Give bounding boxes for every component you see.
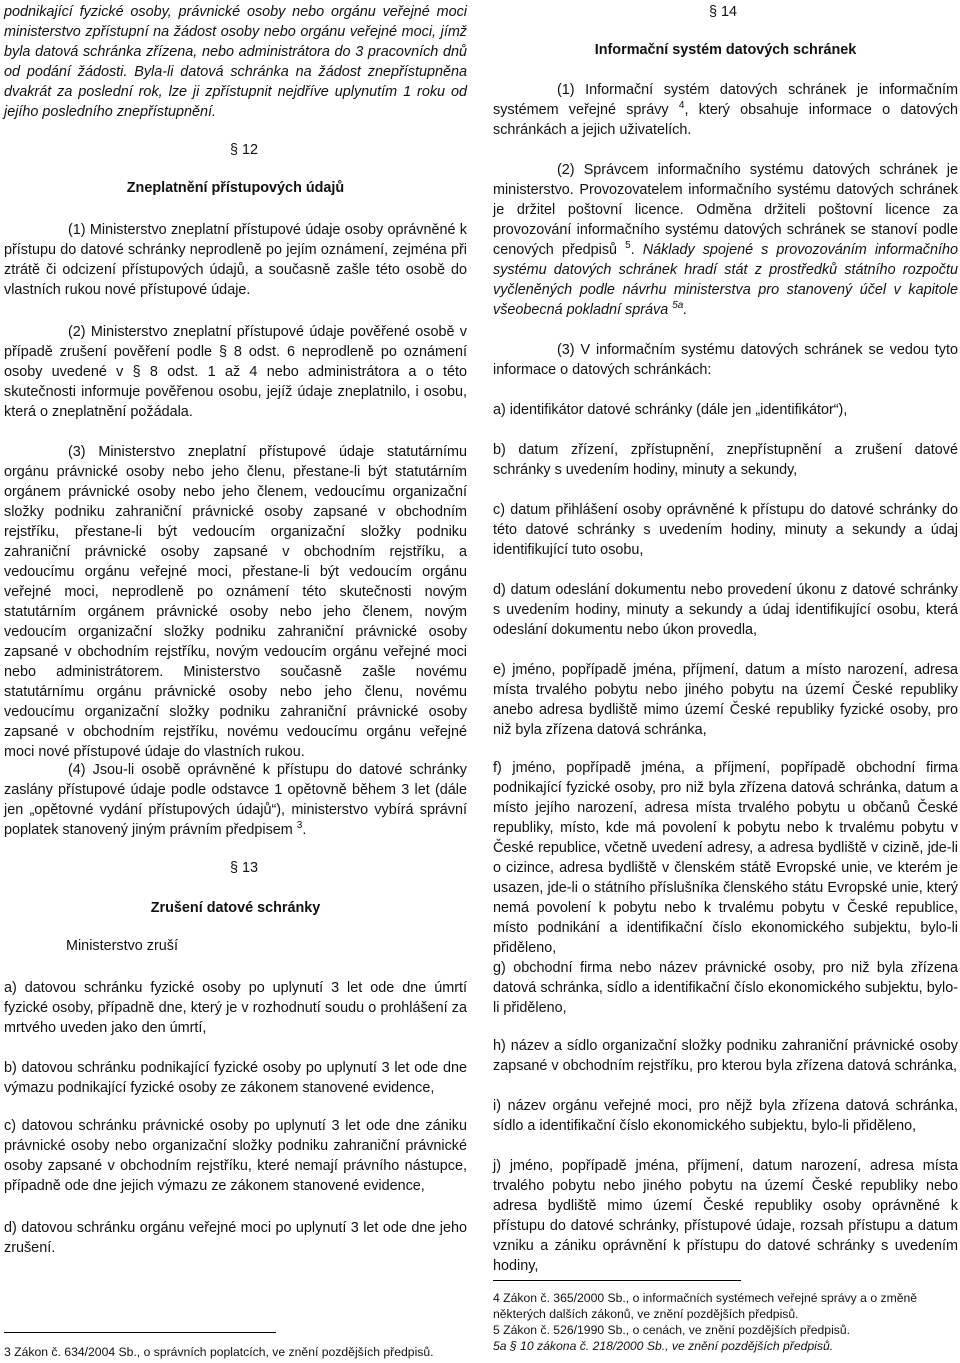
s12-paragraph-3: (3) Ministerstvo zneplatní přístupové údaje statutárnímu orgánu právnické osoby nebo jeho členu, přestane-li být statutárním orgánem právnické osoby nebo jeho členem, vedoucímu organizační složky podniku zahraniční právnické osoby zapsané v obchodním rejstříku, přestane-li být vedoucím organizační složky podniku zahraniční právnické osoby zapsané v obchodním rejstříku, a vedoucímu orgánu veřejné moci, přestane-li být vedoucím orgánu veřejné moci, neprodleně po oznámení této skutečnosti novým statutárním orgánem právnické osoby nebo jeho členem, novým vedoucím organizační složky podniku zahraniční právnické osoby zapsané v obchodním rejstříku, novým vedoucím orgánu veřejné moci nebo administrátorem. Ministerstvo současně zašle novému statutárnímu orgánu právnické osoby nebo jeho členu, novému vedoucímu organizační složky podniku zahraniční právnické osoby zapsané v obchodním rejstříku, novému vedoucímu orgánu veřejné moci nové přístupové údaje do vlastních rukou. — [4, 444, 467, 760]
s14-item-f: f) jméno, popřípadě jména, a příjmení, popřípadě obchodní firma podnikající fyzické osoby, pro niž byla zřízena datová schránka, datum a místo jejího narození, adresa místa trvalého pobytu u občanů České republiky, místo, kde má povolení k pobytu nebo k trvalému pobytu v České republice, včetně uvedení adresy, a adresa bydliště v cizině, jde-li o cizince, adresa bydliště v členském státě Evropské unie, ve kterém je usazen, jde-li o státního příslušníka členského státu Evropské unie, který nemá povolení k pobytu nebo k trvalému pobytu v České republice, místo podnikání a identifikační číslo ekonomického subjektu, bylo-li přiděleno, — [493, 760, 958, 956]
s14-p1-end: , který obsahuje informace o datových schránkách a jejich uživatelích. — [493, 102, 959, 138]
s14-item-e: e) jméno, popřípadě jména, příjmení, datum a místo narození, adresa místa trvalého pobytu nebo jiného pobytu na území České republiky anebo adresa bydliště mimo území České republiky fyzické osoby, pro niž byla zřízena datová schránka, — [493, 662, 958, 738]
s14-paragraph-3: (3) V informačním systému datových schránek se vedou tyto informace o datových schránkách: — [493, 342, 958, 378]
s14-item-c: c) datum přihlášení osoby oprávněné k přístupu do datové schránky do této datové schránky s uvedením hodiny, minuty a sekundy a údaj identifikující tuto osobu, — [493, 502, 958, 558]
intro-italic-paragraph — [4, 2, 467, 122]
right-footnote-separator — [493, 1280, 741, 1281]
footnote-5a-text: § 10 zákona č. 218/2000 Sb., ve znění pozdějších předpisů. — [509, 1339, 834, 1353]
footnotes-right — [493, 1290, 958, 1354]
s12-p4-end: . — [302, 822, 307, 838]
footnote-ref-5a: 5a — [672, 300, 684, 312]
section-13-number-text: § 13 — [229, 860, 258, 876]
section-12-title-text: Zneplatnění přístupových údajů — [126, 180, 345, 196]
footnote-5: 5 Zákon č. 526/1990 Sb., o cenách, ve znění pozdějších předpisů. — [493, 1323, 851, 1337]
s12-paragraph-4 — [4, 760, 467, 840]
s13-item-b: b) datovou schránku podnikající fyzické osoby po uplynutí 3 let ode dne výmazu podnikající fyzické osoby ze zákonem stanovené evidence, — [4, 1060, 467, 1096]
s14-item-h: h) název a sídlo organizační složky podniku zahraniční právnické osoby zapsané v obchodním rejstříku, pro kterou byla zřízena datová schránka, — [493, 1038, 958, 1074]
footnote-ref-4: 4 — [678, 100, 685, 112]
section-14-number-text: § 14 — [708, 4, 737, 20]
s14-item-j: j) jméno, popřípadě jména, příjmení, datum narození, adresa místa trvalého pobytu nebo jiného pobytu na území České republiky nebo adresa bydliště mimo území České republiky osoby oprávněné k přístupu do datové schránky, přístupové údaje, rozsah přístupu a datum vzniku a zániku oprávnění k přístupu do datové schránky s uvedením hodiny, — [493, 1158, 958, 1274]
s12-paragraph-1: (1) Ministerstvo zneplatní přístupové údaje osoby oprávněné k přístupu do datové schránky neprodleně po jejím oznámení, zejména při ztrátě či odcizení přístupových údajů, a současně zašle této osobě do vlastních rukou nové přístupové údaje. — [4, 222, 467, 298]
s14-item-g: g) obchodní firma nebo název právnické osoby, pro niž byla zřízena datová schránka, sídlo a identifikační číslo ekonomického subjektu, bylo-li přiděleno, — [493, 960, 958, 1016]
s14-p2-end: . — [683, 302, 688, 318]
s13-lead: Ministerstvo zruší — [66, 938, 178, 954]
section-12-title — [4, 178, 467, 198]
s14-item-a: a) identifikátor datové schránky (dále jen „identifikátor“), — [493, 402, 848, 418]
left-footnote-separator — [4, 1332, 276, 1333]
s14-item-d: d) datum odeslání dokumentu nebo provedení úkonu z datové schránky s uvedením hodiny, minuty a sekundy a údaj identifikující osobu, která odeslání dokumentu nebo úkon provedla, — [493, 582, 958, 638]
intro-text-a: podnikající fyzické osoby, právnické osoby nebo orgánu veřejné moci ministerstvo zpřístupní na žádost osoby nebo orgánu veřejné moci, jímž byla datová schránka zřízena, nebo administrátora do 3 pracovních dnů od podání žádosti. — [4, 4, 467, 80]
s14-p1-text: (1) Informační systém datových schránek je informačním systémem veřejné správy — [493, 82, 958, 118]
s14-item-b: b) datum zřízení, zpřístupnění, znepřístupnění a zrušení datové schránky s uvedením hodiny, minuty a sekundy, — [493, 442, 958, 478]
section-14-number — [698, 2, 748, 22]
s14-paragraph-2 — [493, 160, 958, 320]
s12-paragraph-2: (2) Ministerstvo zneplatní přístupové údaje pověřené osobě v případě zrušení pověření podle § 8 odst. 6 neprodleně po oznámení osoby uvedené v § 8 odst. 1 až 4 nebo administrátora a o této skutečnosti informuje pověřenou osobu, jejíž údaje zneplatnilo, i osobu, která o zneplatnění požádala. — [4, 324, 467, 420]
s14-paragraph-1 — [493, 80, 958, 140]
s14-p2-italic: Náklady spojené s provozováním informačního systému datových schránek hradí stát z prostředků státního rozpočtu vyčleněných podle návrhu ministerstva pro stanovený účel v kapitole všeobecná pokladní správa — [493, 242, 959, 318]
footnote-4: 4 Zákon č. 365/2000 Sb., o informačních systémech veřejné správy a o změně některých dalších zákonů, ve znění pozdějších předpisů. — [493, 1291, 918, 1321]
s13-item-c: c) datovou schránku právnické osoby po uplynutí 3 let ode dne zániku právnické osoby nebo organizační složky podniku zahraniční právnické osoby zapsané v obchodním rejstříku, které nemají právního nástupce, případně ode dne jejich výmazu ze zákonem stanovené evidence, — [4, 1118, 467, 1194]
section-12-number — [224, 140, 264, 160]
footnote-3 — [4, 1344, 474, 1360]
section-14-title-text: Informační systém datových schránek — [594, 42, 857, 58]
section-14-title — [493, 40, 958, 60]
s13-item-a: a) datovou schránku fyzické osoby po uplynutí 3 let ode dne úmrtí fyzické osoby, případně dne, který je v rozhodnutí soudu o prohlášení za mrtvého uveden jako den úmrtí, — [4, 980, 467, 1036]
section-13-number — [219, 858, 269, 878]
footnote-ref-5: 5 — [625, 240, 631, 252]
footnote-3-text: 3 Zákon č. 634/2004 Sb., o správních poplatcích, ve znění pozdějších předpisů. — [4, 1345, 434, 1359]
s14-p2-text: (2) Správcem informačního systému datových schránek je ministerstvo. Provozovatelem informačního systému datových schránek je držitel poštovní licence. Odměna držiteli poštovní licence za provozování informačního systému datových schránek se stanoví podle cenových předpisů — [493, 162, 958, 258]
section-13-title — [4, 898, 467, 918]
footnote-ref-3: 3 — [296, 820, 303, 832]
s14-p2-mid: . — [630, 242, 635, 258]
section-12-number-text: § 12 — [229, 142, 258, 158]
s14-item-i: i) název orgánu veřejné moci, pro nějž byla zřízena datová schránka, sídlo a identifikační číslo ekonomického subjektu, bylo-li přiděleno, — [493, 1098, 958, 1134]
footnote-5a — [493, 1338, 958, 1354]
footnote-5a-mark: 5a — [493, 1339, 507, 1353]
section-13-title-text: Zrušení datové schránky — [150, 900, 321, 916]
intro-text-b: Byla-li datová schránka na žádost znepřístupněna dvakrát za poslední rok, lze ji zpřístupnit nejdříve uplynutím 1 roku od jejího posledního znepřístupnění. — [4, 64, 467, 120]
s12-p4-text: (4) Jsou-li osobě oprávněné k přístupu do datové schránky zaslány přístupové údaje podle odstavce 1 opětovně během 3 let (dále jen „opětovné vydání přístupových údajů“), ministerstvo vybírá správní poplatek stanovený jiným právním předpisem — [4, 762, 467, 838]
s13-item-d: d) datovou schránku orgánu veřejné moci po uplynutí 3 let ode dne jeho zrušení. — [4, 1220, 467, 1256]
